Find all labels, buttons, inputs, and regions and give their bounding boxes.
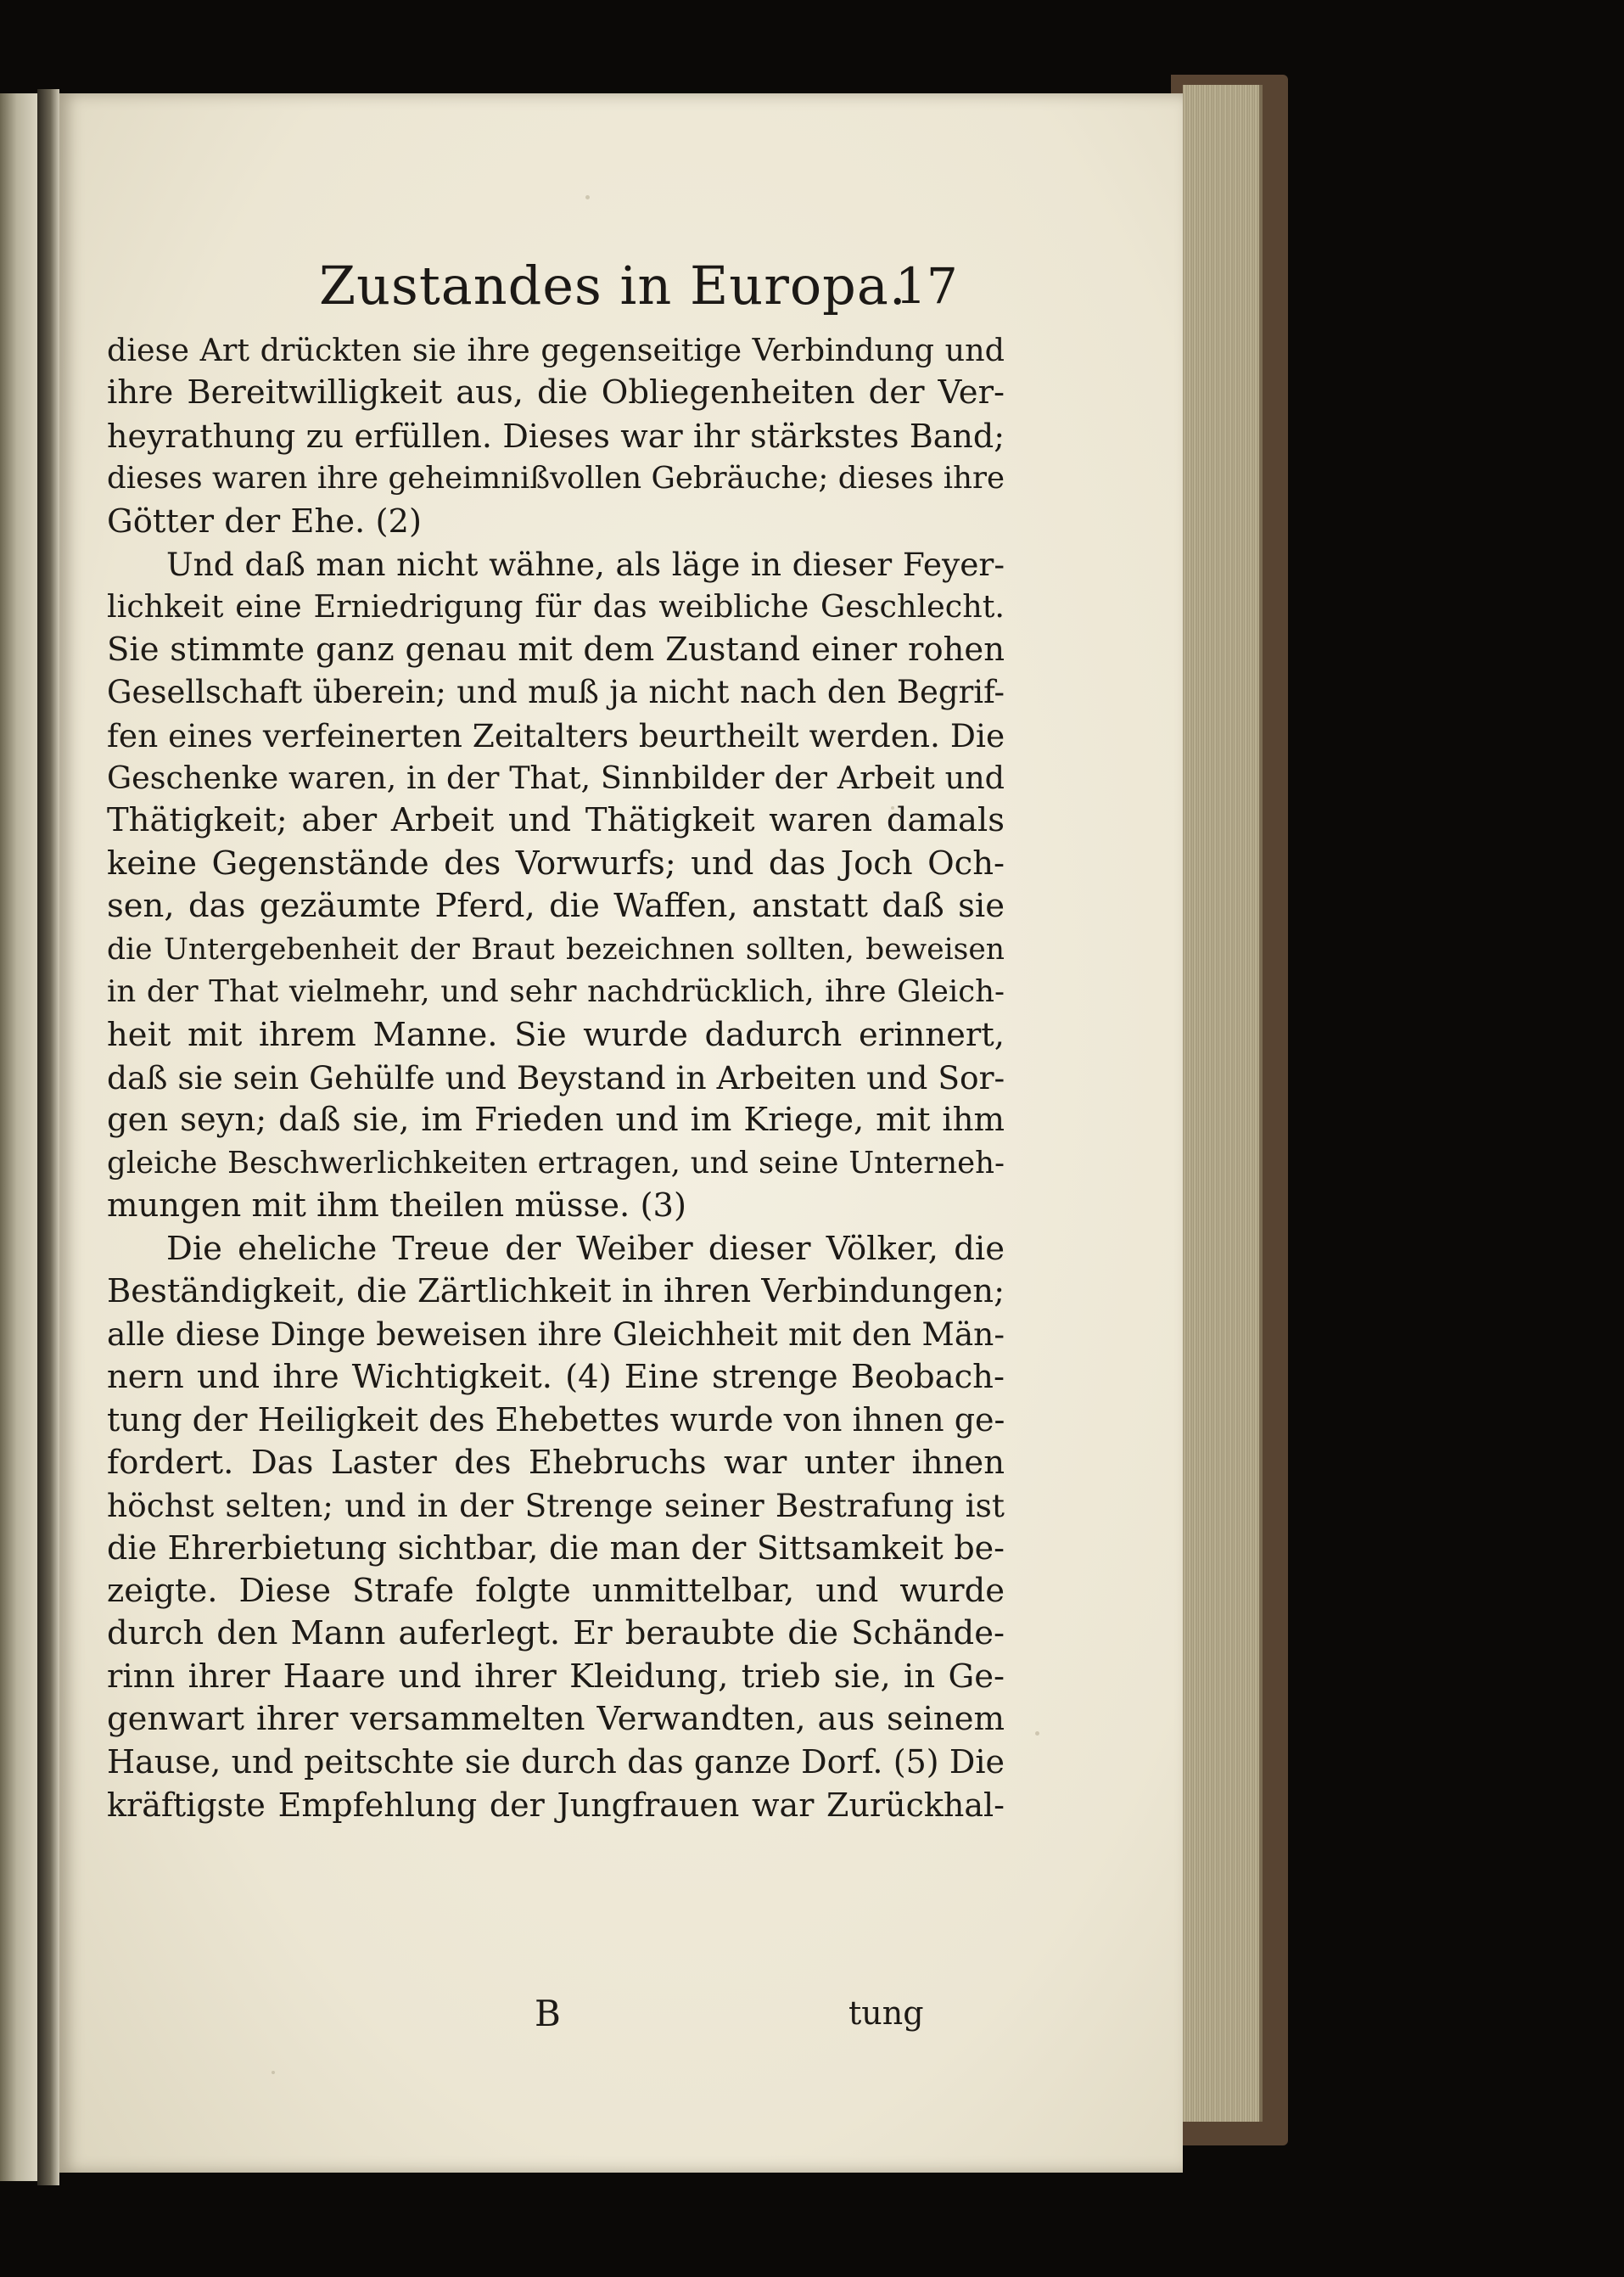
body-text bbox=[107, 329, 1005, 1826]
text-line: Götter der Ehe. (2) bbox=[107, 502, 423, 541]
text-line: die Ehrerbietung sichtbar, die man der Sittsamkeit be- bbox=[107, 1529, 1005, 1568]
text-line: rinn ihrer Haare und ihrer Kleidung, trieb sie, in Ge- bbox=[107, 1657, 1005, 1696]
text-line: die Untergebenheit der Braut bezeichnen sollten, beweisen bbox=[107, 932, 1005, 967]
text-line: Beständigkeit, die Zärtlichkeit in ihren Verbindungen; bbox=[107, 1271, 1005, 1310]
text-line: ihre Bereitwilligkeit aus, die Obliegenheiten der Ver- bbox=[107, 373, 1005, 412]
text-line: Thätigkeit; aber Arbeit und Thätigkeit waren damals bbox=[107, 801, 1005, 840]
text-line: fen eines verfeinerten Zeitalters beurtheilt werden. Die bbox=[107, 716, 1005, 754]
text-line: Hause, und peitschte sie durch das ganze Dorf. (5) Die bbox=[107, 1743, 1005, 1781]
text-line: lichkeit eine Erniedrigung für das weibliche Geschlecht. bbox=[107, 588, 1005, 625]
text-line: sen, das gezäumte Pferd, die Waffen, anstatt daß sie bbox=[107, 887, 1005, 926]
text-line: heit mit ihrem Manne. Sie wurde dadurch erinnert, bbox=[107, 1015, 1005, 1054]
text-line: kräftigste Empfehlung der Jungfrauen war Zurückhal- bbox=[107, 1786, 1005, 1824]
page-number: 17 bbox=[895, 257, 958, 315]
book-gutter bbox=[37, 89, 59, 2185]
text-line: heyrathung zu erfüllen. Dieses war ihr stärkstes Band; bbox=[107, 417, 1005, 455]
text-line: zeigte. Diese Strafe folgte unmittelbar, und wurde bbox=[107, 1571, 1005, 1610]
text-line: gleiche Beschwerlichkeiten ertragen, und seine Unterneh- bbox=[107, 1145, 1005, 1181]
paper-speck bbox=[1035, 1731, 1039, 1736]
text-line: daß sie sein Gehülfe und Beystand in Arbeiten und Sor- bbox=[107, 1058, 1005, 1096]
paper-speck bbox=[272, 2071, 275, 2074]
text-line: Geschenke waren, in der That, Sinnbilder der Arbeit und bbox=[107, 760, 1005, 797]
paper-speck bbox=[585, 195, 590, 199]
text-line: Sie stimmte ganz genau mit dem Zustand einer rohen bbox=[107, 630, 1005, 669]
signature-mark: B bbox=[535, 1993, 561, 2034]
text-line: dieses waren ihre geheimnißvollen Gebräuche; dieses ihre bbox=[107, 461, 1005, 496]
text-line: nern und ihre Wichtigkeit. (4) Eine strenge Beobach- bbox=[107, 1357, 1005, 1396]
book-page bbox=[59, 93, 1183, 2173]
text-line: Gesellschaft überein; und muß ja nicht nach den Begrif- bbox=[107, 674, 1005, 711]
text-line: diese Art drückten sie ihre gegenseitige Verbindung und bbox=[107, 332, 1005, 368]
text-line: durch den Mann auferlegt. Er beraubte die Schände- bbox=[107, 1614, 1005, 1653]
text-line: fordert. Das Laster des Ehebruchs war unter ihnen bbox=[107, 1443, 1005, 1482]
page-edges bbox=[1183, 85, 1263, 2122]
page-header bbox=[59, 248, 1183, 324]
running-title: Zustandes in Europa. bbox=[319, 255, 907, 317]
text-line: in der That vielmehr, und sehr nachdrücklich, ihre Gleich- bbox=[107, 974, 1005, 1010]
text-line: Die eheliche Treue der Weiber dieser Völker, die bbox=[166, 1229, 1005, 1268]
text-line: tung der Heiligkeit des Ehebettes wurde von ihnen ge- bbox=[107, 1401, 1005, 1439]
text-line: höchst selten; und in der Strenge seiner Bestrafung ist bbox=[107, 1486, 1005, 1524]
catchword: tung bbox=[848, 1994, 924, 2032]
text-line: alle diese Dinge beweisen ihre Gleichheit mit den Män- bbox=[107, 1315, 1005, 1354]
text-line: gen seyn; daß sie, im Frieden und im Kriege, mit ihm bbox=[107, 1101, 1005, 1140]
text-line: Und daß man nicht wähne, als läge in dieser Feyer- bbox=[166, 546, 1005, 584]
facing-page-edge bbox=[0, 93, 37, 2181]
text-line: genwart ihrer versammelten Verwandten, aus seinem bbox=[107, 1700, 1005, 1738]
text-line: mungen mit ihm theilen müsse. (3) bbox=[107, 1186, 687, 1225]
text-line: keine Gegenstände des Vorwurfs; und das Joch Och- bbox=[107, 844, 1005, 883]
